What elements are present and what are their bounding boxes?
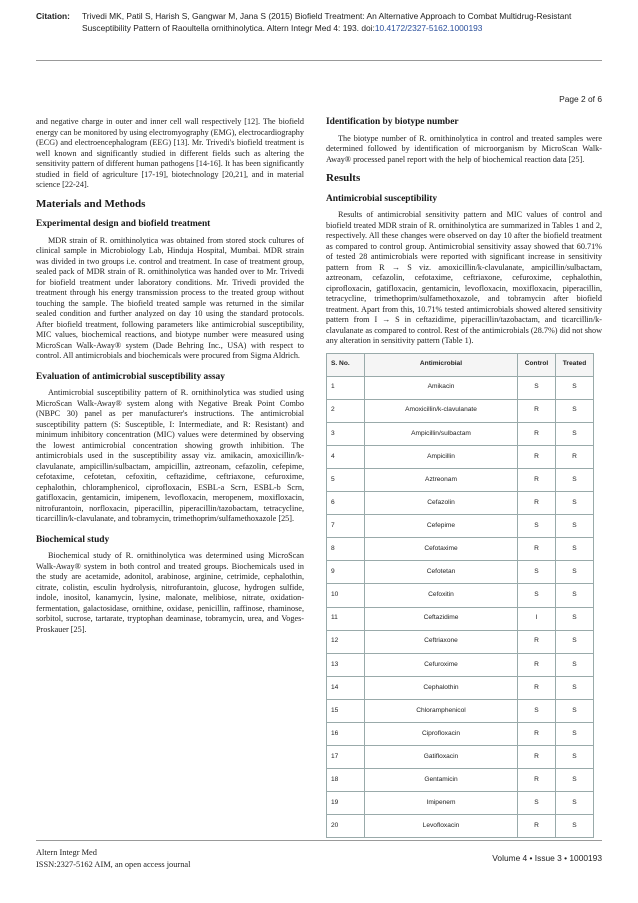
- evaluation-heading: Evaluation of antimicrobial susceptibility assay: [36, 371, 225, 382]
- cell-treated: S: [556, 723, 594, 746]
- table-row: [327, 746, 594, 769]
- cell-sno: 14: [327, 676, 365, 699]
- cell-sno: 15: [327, 699, 365, 722]
- cell-sno: 18: [327, 769, 365, 792]
- cell-control: R: [518, 445, 556, 468]
- doi-link[interactable]: 10.4172/2327-5162.1000193: [374, 23, 483, 33]
- cell-treated: S: [556, 699, 594, 722]
- table-row: [327, 723, 594, 746]
- cell-control: S: [518, 561, 556, 584]
- col-header-antimicrobial: Antimicrobial: [365, 353, 518, 376]
- design-heading: Experimental design and biofield treatment: [36, 219, 211, 229]
- cell-control: R: [518, 653, 556, 676]
- cell-antimicrobial: Gentamicin: [365, 769, 518, 792]
- results-paragraph: Results of antimicrobial sensitivity pattern and MIC values of control and biofield treated MDR strain of R. ornithinolytica are summarized in Tables 1 and 2, respectively. All these changes were observed on day 10 after the biofield treatment as compared to control group. Antimicrobial sensitivity assay showed that 60.71% of tested 28 antimicrobials were reported with significant increase in sensitivity pattern from R → S viz. amoxicillin/k-clavulanate, ampicillin/sulbactam, aztreonam, cefazolin, cefotaxime, ceftriaxone, cefuroxime, cephalothin, ciprofloxacin, gatifloxacin, gentamicin, levofloxacin, moxifloxacin, piperacillin, tetracycline, trimethoprim/sulfamethoxazole, and tobramycin after biofield treatment. Apart from this, 10.71% tested antimicrobials showed altered sensitivity pattern from I → S in ceftazidime, piperacillin/tazobactam, and ticarcillin/k-clavulanate as compared to control. Rest of the antimicrobials (28.7%) did not show any alteration in sensitivity pattern (Table 1).: [326, 210, 602, 345]
- cell-control: S: [518, 699, 556, 722]
- cell-antimicrobial: Cefoxitin: [365, 584, 518, 607]
- cell-treated: S: [556, 769, 594, 792]
- cell-sno: 4: [327, 445, 365, 468]
- cell-sno: 2: [327, 399, 365, 422]
- cell-sno: 19: [327, 792, 365, 815]
- cell-sno: 13: [327, 653, 365, 676]
- table-row: [327, 676, 594, 699]
- col-header-control: Control: [518, 353, 556, 376]
- cell-treated: S: [556, 492, 594, 515]
- cell-antimicrobial: Aztreonam: [365, 468, 518, 491]
- cell-control: R: [518, 723, 556, 746]
- cell-control: R: [518, 815, 556, 838]
- biotype-paragraph: The biotype number of R. ornithinolytica in control and treated samples were determined followed by identification of microorganism by MicroScan Walk-Away® processed panel report with the help of biochemical reaction data [25].: [326, 133, 602, 164]
- cell-sno: 6: [327, 492, 365, 515]
- biochemical-paragraph: Biochemical study of R. ornithinolytica was determined using MicroScan Walk-Away® system in both control and treated groups. Biochemicals used in the study are acetamide, adonitol, arabinose, arginine, cetrimide, cephalothin, citrate, colistin, esculin hydrolysis, nitrofurantoin, glucose, hydrogen sulfide, indole, inositol, kanamycin, lysine, malonate, melibiose, nitrate, oxidation-fermentation, galactosidase, ornithine, oxidase, penicillin, raffinose, rhaminose, sorbitol, sucrose, tartarate, tryptophan deaminase, tobramycin, urea, and Voges-Proskauer [25].: [36, 551, 304, 634]
- table-row: [327, 561, 594, 584]
- table-row: [327, 653, 594, 676]
- cell-antimicrobial: Gatifloxacin: [365, 746, 518, 769]
- cell-sno: 5: [327, 468, 365, 491]
- cell-treated: S: [556, 399, 594, 422]
- cell-control: R: [518, 538, 556, 561]
- page-number: Page 2 of 6: [559, 94, 602, 104]
- table-row: [327, 538, 594, 561]
- cell-treated: S: [556, 607, 594, 630]
- citation-block: [36, 10, 606, 34]
- cell-antimicrobial: Amikacin: [365, 376, 518, 399]
- cell-treated: S: [556, 815, 594, 838]
- col-header-treated: Treated: [556, 353, 594, 376]
- journal-issn: ISSN:2327-5162 AIM, an open access journal: [36, 860, 191, 869]
- cell-antimicrobial: Levofloxacin: [365, 815, 518, 838]
- cell-control: R: [518, 468, 556, 491]
- cell-control: S: [518, 515, 556, 538]
- table-header-row: [327, 353, 594, 376]
- table-row: [327, 815, 594, 838]
- table-row: [327, 607, 594, 630]
- cell-antimicrobial: Ceftazidime: [365, 607, 518, 630]
- cell-antimicrobial: Cefazolin: [365, 492, 518, 515]
- cell-control: S: [518, 376, 556, 399]
- cell-control: R: [518, 422, 556, 445]
- cell-treated: S: [556, 515, 594, 538]
- cell-sno: 16: [327, 723, 365, 746]
- table-row: [327, 445, 594, 468]
- cell-sno: 12: [327, 630, 365, 653]
- cell-control: I: [518, 607, 556, 630]
- footer-journal-block: [36, 847, 190, 871]
- cell-treated: S: [556, 422, 594, 445]
- methods-heading: Materials and Methods: [36, 197, 146, 210]
- left-column: [36, 117, 304, 641]
- col-header-sno: S. No.: [327, 353, 365, 376]
- biochemical-heading: Biochemical study: [36, 534, 110, 545]
- table-row: [327, 422, 594, 445]
- cell-antimicrobial: Ciprofloxacin: [365, 723, 518, 746]
- cell-treated: S: [556, 538, 594, 561]
- cell-sno: 1: [327, 376, 365, 399]
- citation-label: Citation:: [36, 11, 70, 21]
- cell-antimicrobial: Chloramphenicol: [365, 699, 518, 722]
- cell-treated: S: [556, 630, 594, 653]
- cell-control: R: [518, 399, 556, 422]
- cell-antimicrobial: Cefotetan: [365, 561, 518, 584]
- cell-sno: 8: [327, 538, 365, 561]
- journal-name: Altern Integr Med: [36, 848, 97, 857]
- table-row: [327, 769, 594, 792]
- cell-treated: S: [556, 376, 594, 399]
- cell-antimicrobial: Cefotaxime: [365, 538, 518, 561]
- design-paragraph: MDR strain of R. ornithinolytica was obtained from stored stock cultures of clinical sample in Microbiology Lab, Hinduja Hospital, Mumbai. MDR strain was divided in two groups i.e. control and treatment. In case of treatment group, sealed pack of MDR strain of R. ornithinolytica was handed over to Mr. Trivedi for biofield treatment under laboratory conditions. Mr. Trivedi provided the treatment through his energy transmission process to the treated group without touching the sample. The biofield treated sample was returned in the similar sealed condition and further analyzed on day 10 using the standard protocols. After biofield treatment, following parameters like antimicrobial susceptibility, MIC values, biochemical reactions, and biotype number were measured using MicroScan Walk-Away® system (Dade Behring Inc., USA) with respect to control. All antimicrobials and biochemicals were procured from Sigma Aldrich.: [36, 235, 304, 360]
- biotype-heading: Identification by biotype number: [326, 117, 459, 127]
- table-row: [327, 468, 594, 491]
- cell-sno: 9: [327, 561, 365, 584]
- cell-antimicrobial: Ceftriaxone: [365, 630, 518, 653]
- citation-text: Trivedi MK, Patil S, Harish S, Gangwar M, Jana S (2015) Biofield Treatment: An Alternative Approach to Combat Multidrug-Resistant Susceptibility Pattern of Raoultella ornithinolytica. Altern Integr Med 4: 193. doi:: [82, 11, 572, 33]
- cell-antimicrobial: Cefepime: [365, 515, 518, 538]
- cell-antimicrobial: Cephalothin: [365, 676, 518, 699]
- header-rule: [36, 60, 602, 61]
- cell-control: R: [518, 492, 556, 515]
- cell-treated: S: [556, 584, 594, 607]
- cell-treated: S: [556, 653, 594, 676]
- cell-treated: S: [556, 468, 594, 491]
- cell-control: S: [518, 584, 556, 607]
- cell-treated: S: [556, 561, 594, 584]
- table-row: [327, 584, 594, 607]
- table-row: [327, 376, 594, 399]
- cell-sno: 10: [327, 584, 365, 607]
- cell-antimicrobial: Amoxicillin/k-clavulanate: [365, 399, 518, 422]
- cell-control: R: [518, 769, 556, 792]
- table-row: [327, 699, 594, 722]
- cell-treated: R: [556, 445, 594, 468]
- cell-treated: S: [556, 676, 594, 699]
- cell-antimicrobial: Cefuroxime: [365, 653, 518, 676]
- table-row: [327, 492, 594, 515]
- intro-paragraph: and negative charge in outer and inner cell wall respectively [12]. The biofield energy can be monitored by using electromyography (EMG), electrocardiography (ECG) and electroencephalogram (EEG) [13]. Mr. Trivedi's biofield treatment is well known and significantly studied in different fields such as altering the sensitivity pattern of different human pathogens [14-16]. It has been significantly studied in field of agriculture [17-19], biotechnology [20,21], and in material science [22-24].: [36, 117, 304, 189]
- results-heading: Results: [326, 172, 361, 184]
- table-row: [327, 399, 594, 422]
- evaluation-paragraph: Antimicrobial susceptibility pattern of R. ornithinolytica was studied using MicroScan Walk-Away® system along with Negative Break Point Combo (NBPC 30) panel as per manufacturer's instructions. The antimicrobial susceptibility pattern (S: Susceptible, I: Intermediate, and R: Resistant) and minimum inhibitory concentration (MIC) values were determined by observing the lowest antimicrobial concentration showing growth inhibition. The antimicrobials used in the susceptibility assay viz. amikacin, amoxicillin/k-clavulanate, ampicillin/sulbactam, ampicillin, aztreonam, cefazolin, cefepime, cefotaxime, cefotetan, cefoxitin, ceftazidime, ceftriaxone, cefuroxime, cephalothin, chloramphenicol, ciprofloxacin, ESBL-a Scrn, ESBL-b Scrn, gatifloxacin, gentamicin, imipenem, levofloxacin, meropenem, moxifloxacin, nitrofurantoin, norfloxacin, piperacillin, piperacillin/tazobactam, tetracycline, ticarcillin/k-clavulanate, and tobramycin, trimethoprim/sulfamethoxazole [25].: [36, 388, 304, 523]
- cell-control: R: [518, 746, 556, 769]
- cell-treated: S: [556, 746, 594, 769]
- volume-issue: Volume 4 • Issue 3 • 1000193: [492, 853, 602, 863]
- footer-rule: [36, 840, 602, 841]
- cell-control: R: [518, 676, 556, 699]
- table-row: [327, 792, 594, 815]
- table-row: [327, 630, 594, 653]
- cell-sno: 3: [327, 422, 365, 445]
- cell-sno: 11: [327, 607, 365, 630]
- susceptibility-table: [326, 353, 594, 839]
- cell-sno: 17: [327, 746, 365, 769]
- antimicrobial-heading: Antimicrobial susceptibility: [326, 193, 438, 204]
- cell-antimicrobial: Ampicillin/sulbactam: [365, 422, 518, 445]
- right-column: [326, 117, 602, 838]
- cell-antimicrobial: Ampicillin: [365, 445, 518, 468]
- cell-treated: S: [556, 792, 594, 815]
- cell-control: R: [518, 630, 556, 653]
- cell-control: S: [518, 792, 556, 815]
- cell-sno: 7: [327, 515, 365, 538]
- cell-sno: 20: [327, 815, 365, 838]
- table-row: [327, 515, 594, 538]
- cell-antimicrobial: Imipenem: [365, 792, 518, 815]
